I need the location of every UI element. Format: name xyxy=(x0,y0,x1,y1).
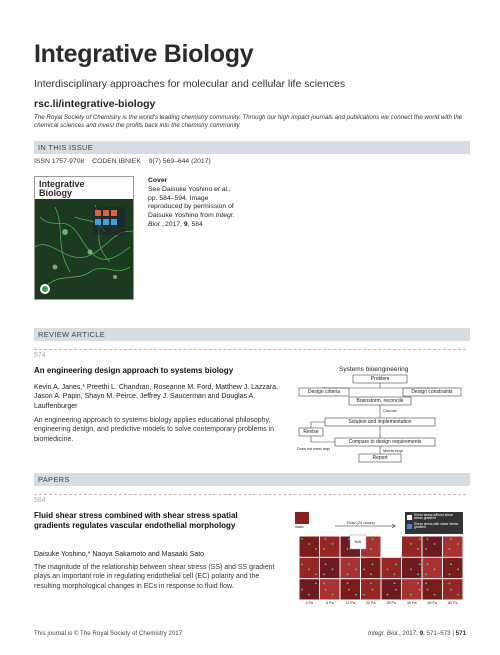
figure-cell-dot xyxy=(315,582,317,584)
figure-tile xyxy=(382,579,402,599)
figure-cell-dot xyxy=(410,594,412,596)
figure-tile xyxy=(361,579,381,599)
diagram-brainstorm: Brainstorm, reconcile xyxy=(356,398,404,404)
figure-cell-dot xyxy=(372,538,374,540)
figure-legend-1: Shear stress without shear stress gradient xyxy=(414,513,454,521)
figure-cell-dot xyxy=(457,543,459,545)
figure-flow-label: Flow (24 hours) xyxy=(347,520,375,525)
figure-cell-dot xyxy=(427,538,429,540)
figure-cell-dot xyxy=(427,589,429,591)
cover-image[interactable] xyxy=(34,176,134,300)
figure-cell-dot xyxy=(417,582,419,584)
figure-cell-dot xyxy=(450,538,452,540)
figure-cell-dot xyxy=(457,594,459,596)
figure-cell-dot xyxy=(308,568,310,570)
diagram-does-not-meet: Does not meet reqs xyxy=(297,447,331,451)
diagram-report: Report xyxy=(372,455,388,461)
figure-cell-dot xyxy=(425,573,427,575)
figure-tile xyxy=(320,579,340,599)
figure-cell-dot xyxy=(370,582,372,584)
section-bar-papers xyxy=(34,473,470,486)
figure-cell-dot xyxy=(395,589,397,591)
paper-authors: Daisuke Yoshino,* Naoya Sakamoto and Masaaki Sato xyxy=(34,551,205,558)
figure-cell-dot xyxy=(434,543,436,545)
figure-cell-dot xyxy=(410,543,412,545)
section-bar-review-article xyxy=(34,328,470,341)
figure-tile xyxy=(341,579,361,599)
figure-cell-dot xyxy=(419,563,421,565)
figure-cell-dot xyxy=(434,568,436,570)
figure-cell-dot xyxy=(347,582,349,584)
figure-cell-dot xyxy=(449,548,451,550)
figure-tile xyxy=(423,558,443,578)
figure-cell-dot xyxy=(457,568,459,570)
figure-cell-dot xyxy=(355,568,357,570)
figure-tile xyxy=(320,537,340,557)
journal-url-link[interactable]: rsc.li/integrative-biology xyxy=(34,98,156,110)
cover-heading: Cover xyxy=(148,177,168,184)
figure-cell-dot xyxy=(332,543,334,545)
figure-cell-dot xyxy=(449,573,451,575)
paper-abstract: The magnitude of the relationship between shear stress (SS) and SS gradient plays an important role in regulating endothelial cell (EC) polarity and the resulting morphological changes in ECs in response to fluid flow. xyxy=(34,564,275,590)
cover-info xyxy=(148,177,238,230)
figure-x-tick: 60 Pa xyxy=(427,601,437,605)
figure-cell-dot xyxy=(410,568,412,570)
diagram-compare: Compare to design requirements xyxy=(348,439,422,445)
footer-citation: Integr. Biol., 2017, 9, 571–573 | 571 xyxy=(367,630,466,637)
section-label: IN THIS ISSUE xyxy=(38,143,94,152)
figure-cell-dot xyxy=(315,548,317,550)
figure-tile xyxy=(382,558,402,578)
figure-cell-dot xyxy=(363,594,365,596)
figure-cell-dot xyxy=(372,563,374,565)
figure-cell-dot xyxy=(427,563,429,565)
figure-static-label: Static xyxy=(295,525,304,529)
figure-cell-dot xyxy=(395,563,397,565)
figure-cell-dot xyxy=(417,548,419,550)
figure-cell-dot xyxy=(348,563,350,565)
paper-figure xyxy=(295,512,465,608)
figure-cell-dot xyxy=(308,543,310,545)
figure-cell-dot xyxy=(449,582,451,584)
figure-tile xyxy=(443,537,463,557)
figure-na-label: N/A xyxy=(354,539,362,544)
figure-cell-dot xyxy=(315,573,317,575)
figure-x-tick: 12 Pa xyxy=(345,601,355,605)
cover-title: Integrative Biology xyxy=(39,179,85,198)
figure-legend-2: Shear stress with shear stress gradient xyxy=(414,522,459,530)
figure-cell-dot xyxy=(323,548,325,550)
issn: ISSN 1757-9708 xyxy=(34,158,85,165)
figure-tile xyxy=(320,558,340,578)
diagram-choose: Choose xyxy=(383,408,397,413)
divider xyxy=(34,494,466,495)
figure-x-tick: 6 Pa xyxy=(326,601,334,605)
systems-bioengineering-diagram xyxy=(295,366,465,466)
coden: CODEN IBNIEK xyxy=(92,158,141,165)
figure-cell-dot xyxy=(417,573,419,575)
figure-x-tick: 20 Pa xyxy=(366,601,376,605)
figure-cell-dot xyxy=(372,589,374,591)
figure-cell-dot xyxy=(332,594,334,596)
issn-line xyxy=(34,158,217,165)
figure-tile xyxy=(402,558,422,578)
figure-cell-dot xyxy=(419,538,421,540)
volume-info: 9(7) 569–644 (2017) xyxy=(148,158,211,165)
figure-cell-dot xyxy=(394,573,396,575)
figure-cell-dot xyxy=(419,589,421,591)
figure-cell-dot xyxy=(425,548,427,550)
diagram-design-constraints: Design constraints xyxy=(411,389,453,395)
figure-x-tick: 80 Pa xyxy=(448,601,458,605)
review-article-title[interactable]: An engineering design approach to systems biology xyxy=(34,366,234,375)
journal-subtitle: Interdisciplinary approaches for molecular and cellular life sciences xyxy=(34,78,346,90)
cover-caption: See Daisuke Yoshino et al., pp. 584–594. Image reproduced by permission of Daisuke Yoshino from Integr. Biol., 2017, 9, 584 xyxy=(148,185,235,229)
journal-title: Integrative Biology xyxy=(34,40,254,68)
figure-cell-dot xyxy=(394,582,396,584)
figure-cell-dot xyxy=(325,589,327,591)
section-label: REVIEW ARTICLE xyxy=(38,330,105,339)
diagram-meets-reqs: Meets reqs xyxy=(383,448,403,453)
figure-tile xyxy=(423,579,443,599)
figure-cell-dot xyxy=(308,594,310,596)
section-label: PAPERS xyxy=(38,475,70,484)
figure-cell-dot xyxy=(323,573,325,575)
footer-page-number: 571 xyxy=(455,630,466,637)
article-page-number: 574 xyxy=(34,352,46,359)
figure-tile xyxy=(341,558,361,578)
divider xyxy=(34,349,466,350)
diagram-revise: Revise xyxy=(303,429,319,435)
figure-tile xyxy=(443,558,463,578)
review-article-authors: Kevin A. Janes,* Preethi L. Chandran, Roseanne M. Ford, Matthew J. Lazzara, Jason A. Papin, Shayn M. Peirce, Jeffrey J. Saucerman and Douglas A. Lauffenburger xyxy=(34,384,278,410)
figure-cell-dot xyxy=(323,582,325,584)
article-page-number: 584 xyxy=(34,497,46,504)
figure-cell-dot xyxy=(363,568,365,570)
diagram-solution: Solution and implementation xyxy=(348,419,412,425)
figure-x-ticks xyxy=(295,601,465,608)
diagram-title: Systems bioengineering xyxy=(339,366,409,373)
figure-tile xyxy=(443,579,463,599)
figure-cell-dot xyxy=(325,563,327,565)
figure-cell-dot xyxy=(387,594,389,596)
paper-title[interactable]: Fluid shear stress combined with shear stress spatial gradients regulates vascular endothelial morphology xyxy=(34,511,238,531)
figure-cell-dot xyxy=(370,548,372,550)
figure-cell-dot xyxy=(434,594,436,596)
diagram-design-criteria: Design criteria xyxy=(308,389,340,395)
footer-copyright: This journal is © The Royal Society of Chemistry 2017 xyxy=(34,630,183,637)
figure-cell-dot xyxy=(370,573,372,575)
figure-tile xyxy=(402,537,422,557)
figure-cell-dot xyxy=(301,589,303,591)
figure-cell-dot xyxy=(301,538,303,540)
figure-cell-dot xyxy=(347,548,349,550)
figure-x-tick: 40 Pa xyxy=(407,601,417,605)
section-bar-in-this-issue xyxy=(34,141,470,154)
review-article-abstract: An engineering approach to systems biology applies educational philosophy, engineering design, and predictive models to solve contemporary problems in biomedicine. xyxy=(34,417,275,443)
rsc-blurb: The Royal Society of Chemistry is the world's leading chemistry community. Through our high impact journals and publications we connect the world with the chemical sciences and invest the profits back into the chemistry community. xyxy=(34,114,463,130)
figure-cell-dot xyxy=(355,594,357,596)
figure-x-tick: 26 Pa xyxy=(386,601,396,605)
diagram-problem: Problem xyxy=(370,376,390,382)
figure-cell-dot xyxy=(425,582,427,584)
figure-tile xyxy=(423,537,443,557)
figure-cell-dot xyxy=(325,538,327,540)
figure-cell-dot xyxy=(387,568,389,570)
figure-cell-dot xyxy=(450,563,452,565)
figure-cell-dot xyxy=(347,573,349,575)
figure-tile xyxy=(402,579,422,599)
figure-x-tick: 2 Pa xyxy=(305,601,313,605)
figure-cell-dot xyxy=(301,563,303,565)
figure-cell-dot xyxy=(332,568,334,570)
figure-cell-dot xyxy=(348,589,350,591)
figure-cell-dot xyxy=(450,589,452,591)
